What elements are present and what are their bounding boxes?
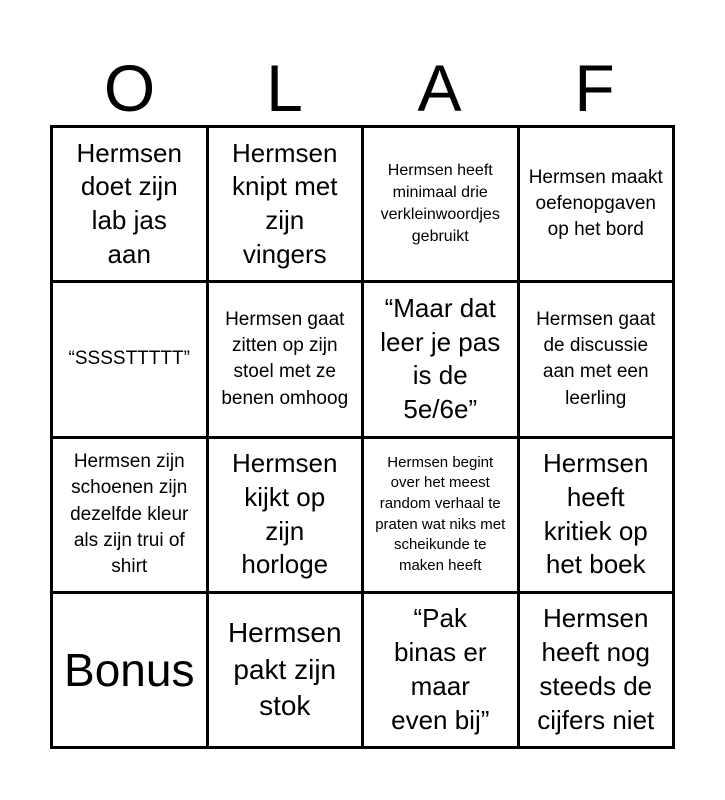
cell-text: “SSSSTTTTT” — [68, 348, 190, 370]
bingo-cell-r4c1[interactable] — [53, 594, 206, 746]
bingo-cell-r3c1[interactable] — [53, 439, 206, 591]
bingo-cell-r3c4[interactable] — [520, 439, 673, 591]
header-letter-a: A — [417, 51, 462, 125]
cell-text: Hermsen heeft kritiek op het boek — [543, 448, 649, 580]
cell-text: Bonus — [64, 643, 195, 696]
header-letter-l: L — [266, 51, 303, 125]
bingo-cell-r2c1[interactable] — [53, 283, 206, 435]
header-letter-o: O — [103, 51, 156, 125]
cell-text: Hermsen zijn schoenen zijn dezelfde kleur als zijn trui of shirt — [70, 451, 189, 577]
bingo-cell-r2c2[interactable] — [209, 283, 362, 435]
bingo-cell-r1c2[interactable] — [209, 128, 362, 280]
bingo-cell-r1c1[interactable] — [53, 128, 206, 280]
header-letter-f: F — [574, 51, 615, 125]
bingo-header — [52, 52, 672, 124]
cell-text: Hermsen gaat zitten op zijn stoel met ze benen omhoog — [221, 308, 349, 409]
cell-text: “Pak binas er maar even bij” — [391, 603, 490, 735]
bingo-cell-r4c4[interactable] — [520, 594, 673, 746]
bingo-cell-r3c2[interactable] — [209, 439, 362, 591]
cell-text: Hermsen begint over het meest random verhaal te praten wat niks met scheikunde te maken heeft — [375, 453, 506, 574]
bingo-cell-r1c4[interactable] — [520, 128, 673, 280]
cell-text: Hermsen knipt met zijn vingers — [232, 137, 338, 269]
cell-text: Hermsen pakt zijn stok — [227, 617, 342, 722]
cell-text: Hermsen maakt oefenopgaven op het bord — [528, 166, 663, 241]
cell-text: Hermsen gaat de discussie aan met een leerling — [536, 308, 656, 409]
bingo-cell-r2c4[interactable] — [520, 283, 673, 435]
cell-text: Hermsen doet zijn lab jas aan — [76, 137, 182, 269]
cell-text: Hermsen kijkt op zijn horloge — [232, 448, 338, 580]
bingo-cell-r4c3[interactable] — [364, 594, 517, 746]
bingo-cell-r1c3[interactable] — [364, 128, 517, 280]
cell-text: Hermsen heeft minimaal drie verkleinwoordjes gebruikt — [380, 161, 500, 246]
cell-text: “Maar dat leer je pas is de 5e/6e” — [380, 292, 501, 425]
bingo-cell-r4c2[interactable] — [209, 594, 362, 746]
bingo-cell-r3c3[interactable] — [364, 439, 517, 591]
bingo-board — [50, 125, 675, 749]
cell-text: Hermsen heeft nog steeds de cijfers niet — [537, 603, 655, 735]
bingo-cell-r2c3[interactable] — [364, 283, 517, 435]
